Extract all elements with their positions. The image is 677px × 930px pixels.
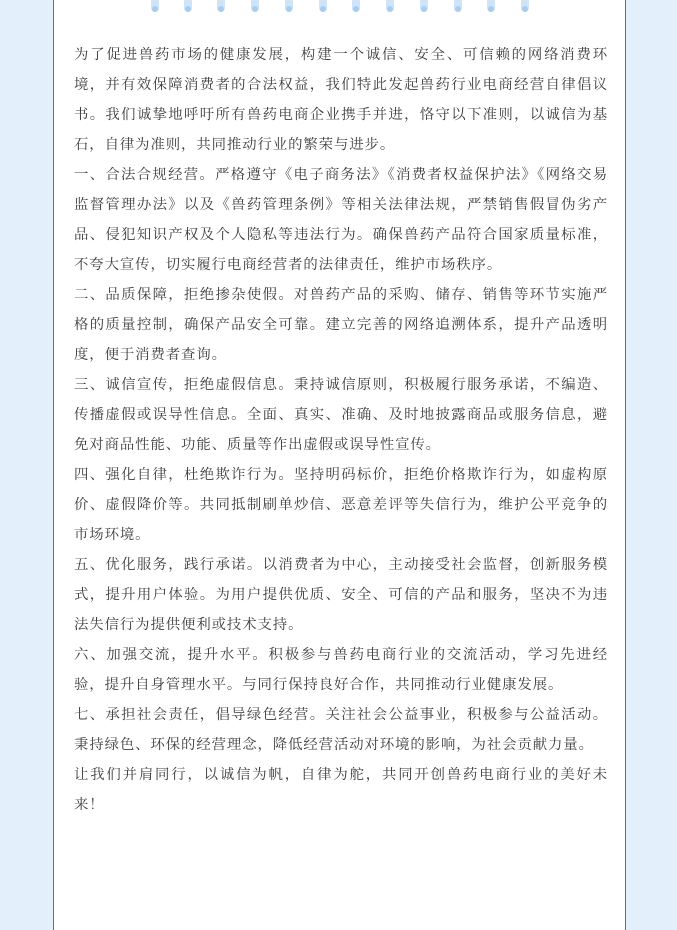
binder-ring (487, 0, 495, 12)
closing-paragraph: 让我们并肩同行，以诚信为帆，自律为舵，共同开创兽药电商行业的美好未来！ (74, 767, 608, 813)
clause-3-honest-promotion: 三、诚信宣传，拒绝虚假信息。秉持诚信原则，积极履行服务承诺，不编造、传播虚假或误导性信息。全面、真实、准确、及时地披露商品或服务信息，避免对商品性能、功能、质量等作出虚假或误导性宣传。 (74, 377, 608, 453)
binder-ring (319, 0, 327, 12)
binder-ring (521, 0, 529, 12)
article-body (74, 40, 608, 820)
clause-7-social-responsibility: 七、承担社会责任，倡导绿色经营。关注社会公益事业，积极参与公益活动。秉持绿色、环保的经营理念，降低经营活动对环境的影响，为社会贡献力量。 (74, 707, 608, 753)
intro-paragraph: 为了促进兽药市场的健康发展，构建一个诚信、安全、可信赖的网络消费环境，并有效保障消费者的合法权益，我们特此发起兽药行业电商经营自律倡议书。我们诚挚地呼吁所有兽药电商企业携手并进，恪守以下准则，以诚信为基石，自律为准则，共同推动行业的繁荣与进步。 (74, 47, 608, 153)
clause-5-service: 五、优化服务，践行承诺。以消费者为中心，主动接受社会监督，创新服务模式，提升用户体验。为用户提供优质、安全、可信的产品和服务，坚决不为违法失信行为提供便利或技术支持。 (74, 557, 608, 633)
clause-6-exchange: 六、加强交流，提升水平。积极参与兽药电商行业的交流活动，学习先进经验，提升自身管理水平。与同行保持良好合作，共同推动行业健康发展。 (74, 647, 608, 693)
binder-ring (352, 0, 360, 12)
binder-ring (285, 0, 293, 12)
clause-1-legal-compliance: 一、合法合规经营。严格遵守《电子商务法》《消费者权益保护法》《网络交易监督管理办法》以及《兽药管理条例》等相关法律法规，严禁销售假冒伪劣产品、侵犯知识产权及个人隐私等违法行为。确保兽药产品符合国家质量标准，不夸大宣传，切实履行电商经营者的法律责任，维护市场秩序。 (74, 167, 608, 273)
clause-2-quality-assurance: 二、品质保障，拒绝掺杂使假。对兽药产品的采购、储存、销售等环节实施严格的质量控制，确保产品安全可靠。建立完善的网络追溯体系，提升产品透明度，便于消费者查询。 (74, 287, 608, 363)
binder-ring (251, 0, 259, 12)
binder-ring (217, 0, 225, 12)
binder-rings (54, 0, 625, 16)
binder-ring (184, 0, 192, 12)
binder-ring (386, 0, 394, 12)
document-card (53, 0, 626, 930)
binder-ring (420, 0, 428, 12)
clause-4-self-discipline: 四、强化自律，杜绝欺诈行为。坚持明码标价，拒绝价格欺诈行为，如虚构原价、虚假降价等。共同抵制刷单炒信、恶意差评等失信行为，维护公平竞争的市场环境。 (74, 467, 608, 543)
binder-ring (454, 0, 462, 12)
binder-ring (151, 0, 159, 12)
